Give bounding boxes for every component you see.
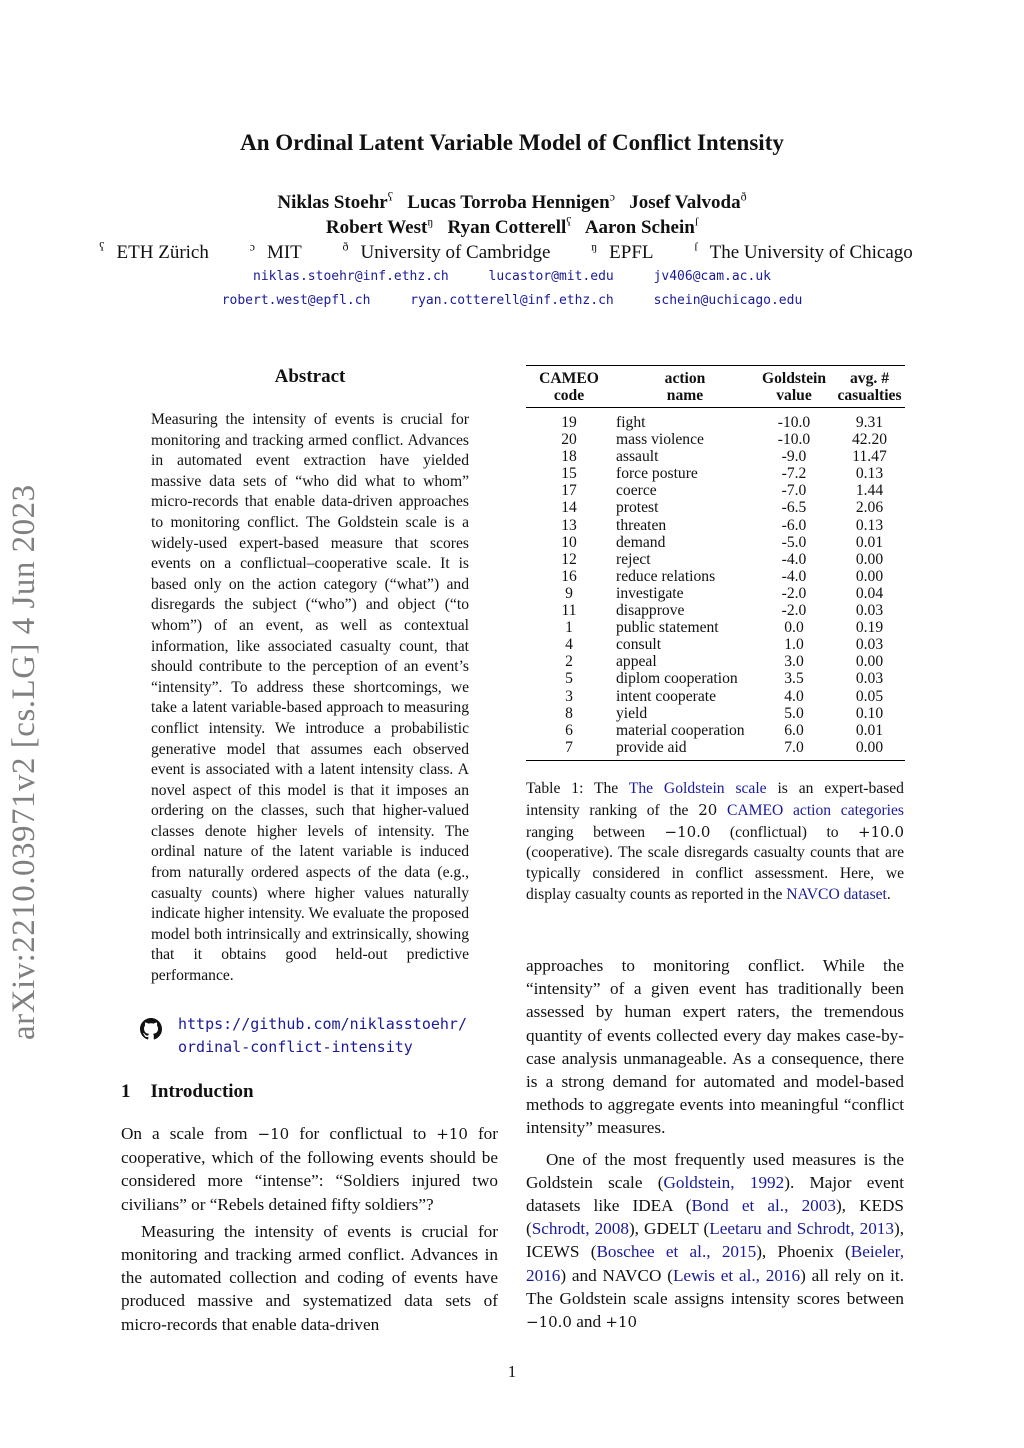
- table-cell-value: -7.0: [781, 482, 807, 500]
- author: Ryan Cotterell$^ʕ$: [447, 215, 572, 239]
- table-cell-value: -2.0: [781, 584, 807, 602]
- table-cell-casualties: 0.04: [855, 584, 884, 602]
- table-cell-casualties: 0.00: [855, 550, 884, 568]
- column-header: avg. # casualties: [837, 370, 902, 404]
- table-cell-code: 4: [565, 636, 573, 654]
- table-row: [526, 448, 905, 465]
- table-row: [526, 517, 905, 534]
- table-cell-casualties: 0.00: [855, 567, 884, 585]
- affiliation: $^ð$ University of Cambridge: [342, 240, 551, 264]
- affiliation: $^ſ$ The University of Chicago: [694, 240, 913, 264]
- table-cell-value: -10.0: [777, 431, 811, 449]
- table-row: [526, 619, 905, 636]
- page-number: 1: [507, 1362, 517, 1381]
- author: Aaron Schein$^ſ$: [584, 215, 699, 239]
- right-column-paragraphs: [526, 954, 904, 1334]
- table-cell-code: 5: [565, 670, 573, 688]
- table-cell-value: -4.0: [781, 550, 807, 568]
- citation-link[interactable]: Leetaru and Schrodt, 2013: [709, 1219, 894, 1239]
- table-cell-name: force posture: [616, 465, 698, 483]
- table-cell-code: 12: [561, 550, 577, 568]
- table-row: [526, 499, 905, 516]
- email-line-1: [0, 269, 1024, 284]
- paragraph: On a scale from −10 for conflictual to +10 for cooperative, which of the following events should be considered more “intense”: “Soldiers injured two civilians” or “Rebels detained fifty soldiers”?: [121, 1124, 498, 1214]
- table-cell-code: 19: [561, 414, 577, 431]
- citation-link[interactable]: Bond et al., 2003: [691, 1196, 836, 1216]
- table-cell-name: fight: [616, 414, 646, 431]
- table-row: [526, 534, 905, 551]
- citation-link[interactable]: Goldstein, 1992: [663, 1172, 785, 1192]
- table-cell-casualties: 0.01: [855, 721, 884, 739]
- email-link[interactable]: niklas.stoehr@inf.ethz.ch: [253, 269, 449, 284]
- table-cell-value: 5.0: [784, 704, 804, 722]
- author-line-2: [0, 215, 1024, 239]
- table-row: [526, 482, 905, 499]
- table-cell-code: 16: [561, 567, 577, 585]
- table-cell-code: 11: [561, 602, 577, 620]
- table-caption: Table 1: The The Goldstein scale is an expert-based intensity ranking of the 20 CAMEO action categories ranging between −10.0 (conflictual) to +10.0 (cooperative). The scale disregards casualty counts that are typically considered in conflict assessment. Here, we display casualty counts as reported in the NAVCO dataset.: [526, 780, 904, 903]
- affiliation: $^ɔ$ MIT: [249, 240, 302, 264]
- table-cell-name: consult: [616, 636, 662, 654]
- table-cell-name: demand: [616, 533, 666, 551]
- email-link[interactable]: robert.west@epfl.ch: [221, 293, 371, 308]
- github-link[interactable]: https://github.com/niklasstoehr/ ordinal-conflict-intensity: [178, 1015, 467, 1056]
- table-cell-name: yield: [616, 704, 648, 722]
- table-cell-name: assault: [616, 448, 659, 466]
- author: Robert West$^ŋ$: [325, 215, 434, 239]
- author: Lucas Torroba Hennigen$^ɔ$: [407, 190, 615, 214]
- table-row: [526, 739, 905, 761]
- paragraph: One of the most frequently used measures is the Goldstein scale (Goldstein, 1992). Major event datasets like IDEA (Bond et al., 2003), KEDS (Schrodt, 2008), GDELT (Leetaru and Schrodt, 2013), ICEWS (Boschee et al., 2015), Phoenix (Beieler, 2016) and NAVCO (Lewis et al., 2016) all rely on it. The Goldstein scale assigns intensity scores between −10.0 and +10: [526, 1149, 904, 1332]
- table-cell-casualties: 9.31: [855, 414, 884, 431]
- table-row: [526, 585, 905, 602]
- table-cell-casualties: 1.44: [855, 482, 884, 500]
- table-cell-casualties: 0.13: [855, 516, 884, 534]
- table-cell-value: 7.0: [784, 738, 804, 756]
- table-cell-casualties: 0.10: [855, 704, 884, 722]
- table-cell-code: 8: [565, 704, 573, 722]
- table-row: [526, 670, 905, 687]
- goldstein-link[interactable]: The Goldstein scale: [628, 780, 767, 797]
- table-cell-value: 6.0: [784, 721, 804, 739]
- table-cell-name: public statement: [616, 619, 719, 637]
- column-header: CAMEO code: [539, 370, 599, 404]
- table-cell-name: coerce: [616, 482, 657, 500]
- table-cell-code: 3: [565, 687, 573, 705]
- table-cell-value: 0.0: [784, 619, 804, 637]
- paper-title: An Ordinal Latent Variable Model of Conflict Intensity: [240, 130, 784, 155]
- goldstein-table: [526, 365, 905, 761]
- table-cell-value: 3.5: [784, 670, 804, 688]
- table-cell-value: 3.0: [784, 653, 804, 671]
- table-cell-casualties: 0.05: [855, 687, 884, 705]
- table-row: [526, 705, 905, 722]
- table-cell-code: 13: [561, 516, 577, 534]
- author: Josef Valvoda$^ð$: [629, 190, 747, 214]
- arxiv-identifier: arXiv:2210.03971v2 [cs.LG] 4 Jun 2023: [6, 484, 42, 1040]
- table-cell-code: 17: [561, 482, 577, 500]
- table-cell-value: -6.0: [781, 516, 807, 534]
- abstract-body: Measuring the intensity of events is crucial for monitoring and tracking armed conflict. Advances in automated event extraction have yielded massive data sets of “who did what to whom” micro-records that enable data-driven approaches to monitoring conflict. The Goldstein scale is a widely-used expert-based measure that scores events on a conflictual–cooperative scale. It is based only on the action category (“what”) and disregards the subject (“who”) and object (“to whom”) of an event, as well as contextual information, like associated casualty count, that should contribute to the perception of an event’s “intensity”. To address these shortcomings, we take a latent variable-based approach to measuring conflict intensity. We introduce a probabilistic generative model that assumes each observed event is associated with a latent intensity class. A novel aspect of this model is that it imposes an ordering on the classes, such that higher-valued classes denote higher levels of intensity. The ordinal nature of the latent variable is induced from naturally ordered aspects of the data (e.g., casualty counts) where higher values naturally indicate higher intensity. We evaluate the proposed model both intrinsically and extrinsically, showing that it obtains good held-out predictive performance.: [151, 411, 469, 985]
- table-cell-code: 6: [565, 721, 573, 739]
- author-line-1: [0, 190, 1024, 214]
- column-header: action name: [664, 370, 706, 404]
- table-row: [526, 465, 905, 482]
- column-header: Goldstein value: [761, 370, 827, 404]
- citation-link[interactable]: Boschee et al., 2015: [596, 1242, 757, 1262]
- table-cell-code: 9: [565, 584, 573, 602]
- paragraph: Measuring the intensity of events is crucial for monitoring and tracking armed conflict. Advances in the automated collection and coding of events have produced massive and systematized data sets of micro-records that enable data-driven: [121, 1221, 498, 1334]
- table-cell-code: 2: [565, 653, 573, 671]
- table-cell-casualties: 0.00: [855, 738, 884, 756]
- table-cell-casualties: 0.13: [855, 465, 884, 483]
- table-cell-name: reject: [616, 550, 651, 568]
- table-cell-value: -6.5: [781, 499, 807, 517]
- table-cell-casualties: 0.19: [855, 619, 884, 637]
- table-cell-code: 10: [561, 533, 577, 551]
- email-link[interactable]: jv406@cam.ac.uk: [653, 269, 771, 284]
- email-link[interactable]: ryan.cotterell@inf.ethz.ch: [410, 293, 614, 308]
- table-cell-value: -10.0: [777, 414, 811, 431]
- table-cell-code: 7: [565, 738, 573, 756]
- github-icon: [140, 1018, 162, 1040]
- table-cell-value: -4.0: [781, 567, 807, 585]
- table-cell-name: mass violence: [616, 431, 704, 449]
- table-cell-code: 15: [561, 465, 577, 483]
- table-cell-name: intent cooperate: [616, 687, 717, 705]
- table-row: [526, 431, 905, 448]
- affiliation: $^ʕ$ ETH Zürich: [99, 240, 209, 264]
- citation-link[interactable]: Lewis et al., 2016: [672, 1265, 801, 1285]
- intro-paragraphs: [121, 1122, 498, 1336]
- table-cell-value: 4.0: [784, 687, 804, 705]
- table-cell-casualties: 0.00: [855, 653, 884, 671]
- section-heading: 1 Introduction: [121, 1081, 254, 1102]
- table-cell-name: protest: [616, 499, 659, 517]
- table-row: [526, 722, 905, 739]
- table-row: [526, 551, 905, 568]
- table-row: [526, 602, 905, 619]
- email-link[interactable]: schein@uchicago.edu: [653, 293, 803, 308]
- citation-link[interactable]: Beieler, 2016: [526, 1242, 904, 1285]
- table-cell-casualties: 2.06: [855, 499, 884, 517]
- abstract-heading: Abstract: [274, 366, 346, 387]
- table-cell-code: 14: [561, 499, 577, 517]
- table-cell-name: material cooperation: [616, 721, 745, 739]
- table-row: [526, 653, 905, 670]
- table-cell-value: 1.0: [784, 636, 804, 654]
- affiliation: $^ŋ$ EPFL: [591, 240, 654, 264]
- table-cell-casualties: 0.03: [855, 670, 884, 688]
- table-cell-value: -5.0: [781, 533, 807, 551]
- table-cell-casualties: 42.20: [851, 431, 888, 449]
- table-row: [526, 568, 905, 585]
- author: Niklas Stoehr$^ʕ$: [277, 190, 394, 214]
- email-line-2: [0, 293, 1024, 308]
- table-row: [526, 688, 905, 705]
- table-row: [526, 636, 905, 653]
- table-cell-casualties: 11.47: [852, 448, 887, 466]
- navco-link[interactable]: NAVCO dataset: [786, 885, 887, 903]
- table-cell-name: provide aid: [616, 738, 687, 756]
- email-link[interactable]: lucastor@mit.edu: [488, 269, 614, 284]
- citation-link[interactable]: Schrodt, 2008: [531, 1219, 629, 1239]
- affiliations: [0, 240, 1024, 264]
- table-cell-name: threaten: [616, 516, 667, 534]
- table-cell-casualties: 0.01: [855, 533, 884, 551]
- table-cell-casualties: 0.03: [855, 602, 884, 620]
- cameo-link[interactable]: CAMEO action categories: [726, 801, 904, 819]
- table-cell-code: 18: [561, 448, 577, 466]
- table-cell-code: 20: [561, 431, 577, 449]
- table-cell-name: appeal: [616, 653, 657, 671]
- table-cell-casualties: 0.03: [855, 636, 884, 654]
- table-cell-name: diplom cooperation: [616, 670, 738, 688]
- table-cell-value: -7.2: [781, 465, 807, 483]
- table-cell-name: reduce relations: [616, 567, 716, 585]
- table-row: [526, 408, 905, 432]
- table-cell-value: -9.0: [781, 448, 807, 466]
- table-cell-value: -2.0: [781, 602, 807, 620]
- table-cell-name: investigate: [616, 584, 684, 602]
- table-cell-code: 1: [565, 619, 573, 637]
- paragraph: approaches to monitoring conflict. While the “intensity” of a given event has traditionally been assessed by human expert raters, the tremendous quantity of events collected every day makes case-by-case analysis unmanageable. As a consequence, there is a strong demand for automated and model-based methods to aggregate events into meaningful “conflict intensity” measures.: [526, 956, 904, 1138]
- table-cell-name: disapprove: [616, 602, 685, 620]
